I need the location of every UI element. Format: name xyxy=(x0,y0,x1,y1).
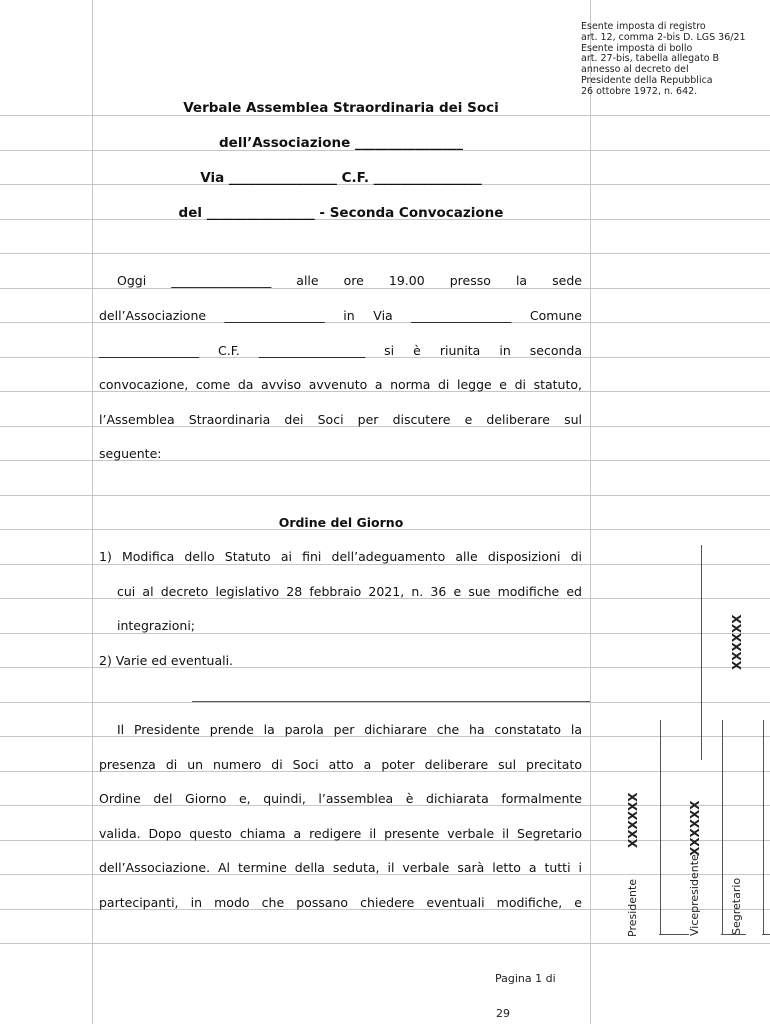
opening-word: ore xyxy=(343,273,364,288)
signature-line-segretario xyxy=(763,720,764,935)
document-title: Verbale Assemblea Straordinaria dei Soci xyxy=(183,100,499,116)
opening-word: presso xyxy=(449,273,491,288)
page-number-label: Pagina 1 di xyxy=(495,972,556,985)
tax-exemption-note xyxy=(581,22,766,98)
agenda-item-continuation: cui al decreto legislativo 28 febbraio 2021, n. 36 e sue modifiche ed xyxy=(117,584,582,599)
body-line: dell’Associazione. Al termine della seduta, il verbale sarà letto a tutti i xyxy=(99,860,582,875)
exemption-line: Esente imposta di registro xyxy=(581,21,706,32)
exemption-line: art. 12, comma 2-bis D. LGS 36/21 xyxy=(581,31,746,43)
body-line: partecipanti, in modo che possano chiedere eventuali modifiche, e xyxy=(99,895,582,910)
opening-word: sede xyxy=(552,273,582,288)
opening-word: Oggi xyxy=(117,273,147,288)
opening-word: alle xyxy=(296,273,319,288)
signature-label-segretario: Segretario xyxy=(730,877,743,935)
signature-line-presidente xyxy=(660,720,661,935)
date-convocation-line: del ________________ - Seconda Convocazione xyxy=(178,205,504,221)
exemption-line: art. 27-bis, tabella allegato B xyxy=(581,53,720,65)
opening-line: l’Assemblea Straordinaria dei Soci per discutere e deliberare sul xyxy=(99,412,582,427)
opening-word: la xyxy=(515,273,528,288)
body-line: Il Presidente prende la parola per dichiarare che ha constatato la xyxy=(117,722,582,737)
page-total: 29 xyxy=(496,1007,510,1020)
signature-base-segretario xyxy=(762,934,770,935)
opening-line: ________________ C.F. _________________ si è riunita in seconda xyxy=(99,343,582,358)
signature-base-presidente xyxy=(659,934,689,935)
opening-blank: ________________ xyxy=(171,273,272,288)
opening-line: dell’Associazione ________________ in Via ________________ Comune xyxy=(99,308,582,323)
signature-line-vicepresidente xyxy=(722,720,723,935)
address-cf-line: Via ________________ C.F. ________________ xyxy=(200,170,482,186)
signature-line-top xyxy=(701,545,702,760)
association-name-line: dell’Associazione ________________ xyxy=(219,135,463,151)
agenda-item-continuation: integrazioni; xyxy=(117,618,196,633)
opening-line: convocazione, come da avviso avvenuto a norma di legge e di statuto, xyxy=(99,377,582,392)
body-line: Ordine del Giorno e, quindi, l’assemblea è dichiarata formalmente xyxy=(99,791,582,806)
agenda-item: 2) Varie ed eventuali. xyxy=(99,653,234,668)
opening-line: seguente: xyxy=(99,446,162,461)
signature-name-vicepresidente: XXXXXX xyxy=(688,800,702,856)
signature-label-vicepresidente: Vicepresidente xyxy=(688,854,701,936)
signature-name-presidente: XXXXXX xyxy=(626,792,640,848)
signature-name-top: XXXXXX xyxy=(730,614,744,670)
agenda-heading: Ordine del Giorno xyxy=(278,515,404,530)
exemption-line: Esente imposta di bollo xyxy=(581,42,693,54)
opening-word: 19.00 xyxy=(388,273,425,288)
body-line: presenza di un numero di Soci atto a poter deliberare sul precitato xyxy=(99,757,582,772)
exemption-line: 26 ottobre 1972, n. 642. xyxy=(581,85,698,97)
separator-line xyxy=(192,701,590,702)
exemption-line: annesso al decreto del xyxy=(581,64,689,76)
signature-label-presidente: Presidente xyxy=(626,878,639,937)
body-line: valida. Dopo questo chiama a redigere il presente verbale il Segretario xyxy=(99,826,582,841)
opening-first-line xyxy=(117,273,582,288)
exemption-line: Presidente della Repubblica xyxy=(581,74,713,86)
agenda-item: 1) Modifica dello Statuto ai fini dell’adeguamento alle disposizioni di xyxy=(99,549,582,564)
